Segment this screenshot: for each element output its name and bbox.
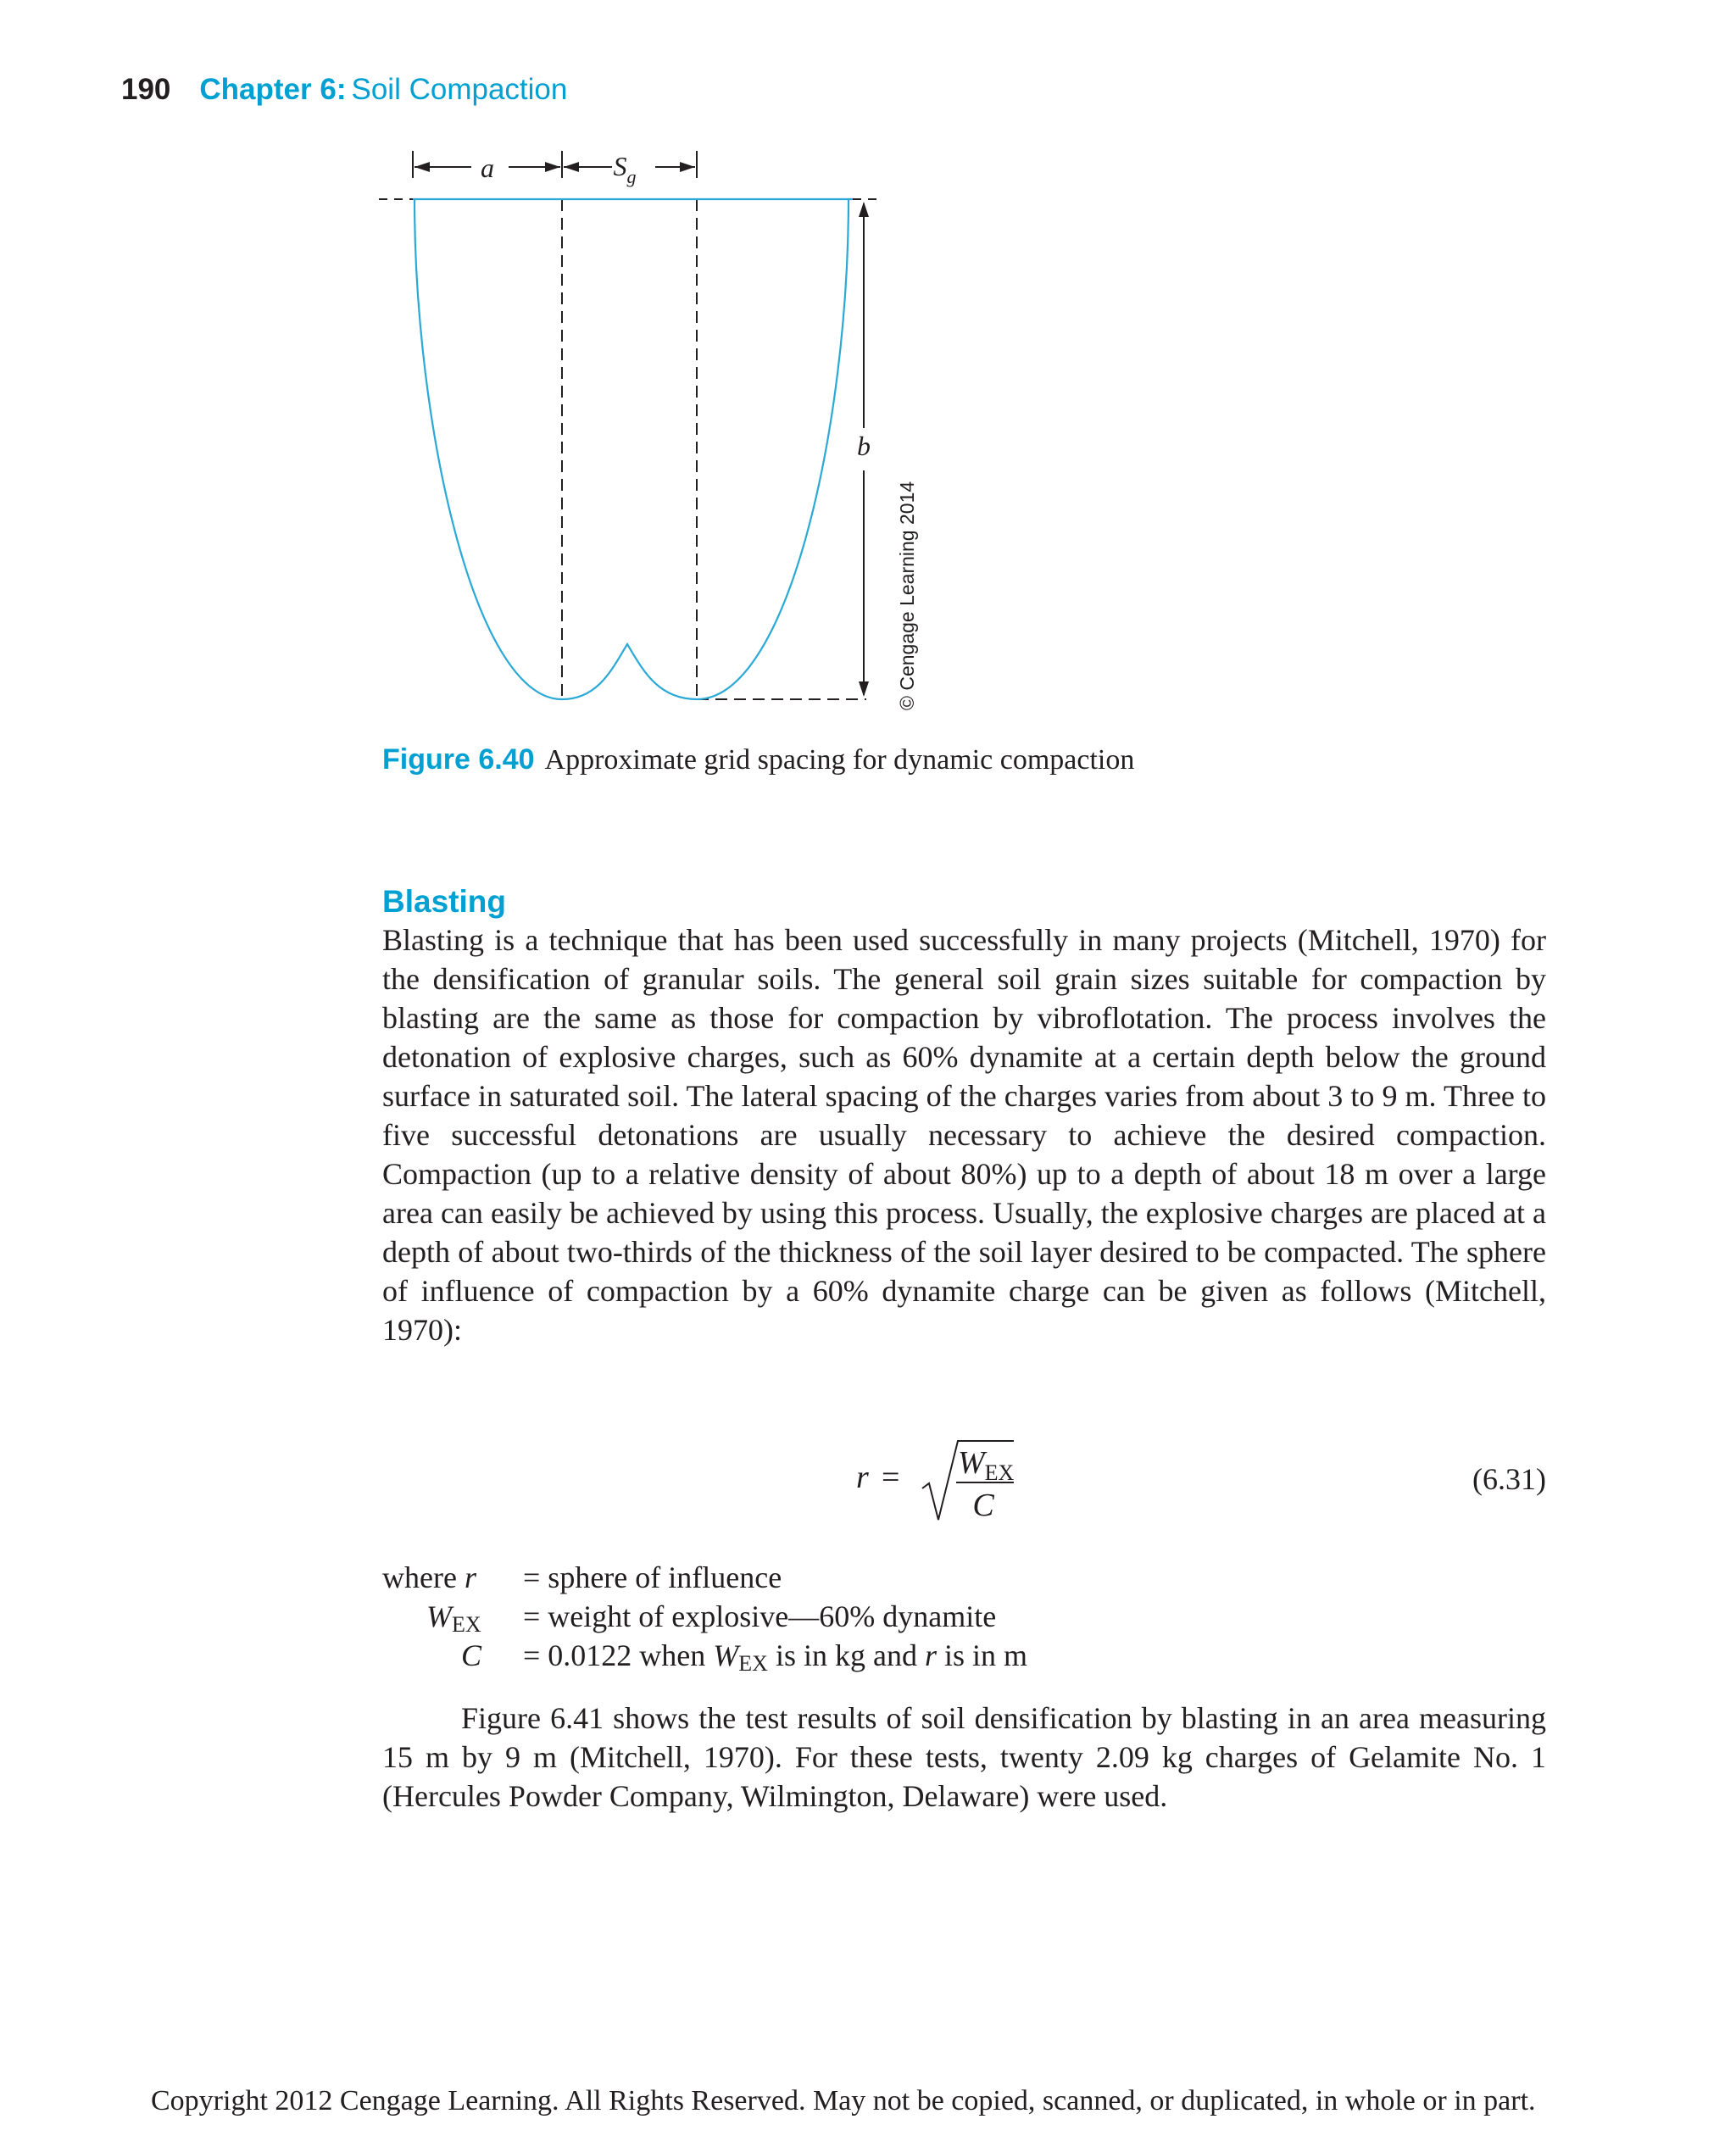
figure-caption-text: Approximate grid spacing for dynamic compaction xyxy=(544,744,1135,776)
arrowhead-a-right xyxy=(545,162,560,172)
arrowhead-b-top xyxy=(859,202,869,217)
page-number: 190 xyxy=(121,73,171,106)
label-sg: $S_g$ xyxy=(613,151,637,187)
equation-number: (6.31) xyxy=(1472,1462,1546,1496)
arrowhead-sg-left xyxy=(564,162,579,172)
figure-credit: © Cengage Learning 2014 xyxy=(896,481,918,710)
chapter-title: Soil Compaction xyxy=(351,73,568,106)
label-b: b xyxy=(857,431,871,461)
figure-caption xyxy=(382,743,1134,777)
equation-6-31 xyxy=(856,1432,1060,1526)
paragraph-blasting: Blasting is a technique that has been used successfully in many projects (Mitchell, 1970) for the densification of granular soils. The general soil grain sizes suitable for compaction by blasting are the same as those for compaction by vibroflotation. The process involves the detonation of explosive charges, such as 60% dynamite at a certain depth below the ground surface in saturated soil. The lateral spacing of the charges varies from about 3 to 9 m. Three to five successful detonations are usually necessary to achieve the desired compaction. Compaction (up to a relative density of about 80%) up to a depth of about 18 m over a large area can easily be achieved by using this process. Usually, the explosive charges are placed at a depth of about two-thirds of the thickness of the soil layer desired to be compacted. The sphere of influence of compaction by a 60% dynamite charge can be given as follows (Mitchell, 1970): xyxy=(382,923,1546,1347)
equation-equals: = xyxy=(882,1460,900,1495)
label-a: a xyxy=(481,153,494,183)
paragraph-figure-6-41: Figure 6.41 shows the test results of soil densification by blasting in an area measuring 15 m by 9 m (Mitchell, 1970). For these tests, twenty 2.09 kg charges of Gelamite No. 1 (Hercules Powder Company, Wilmington, Delaware) were used. xyxy=(382,1701,1546,1813)
equation-lhs: r xyxy=(856,1460,869,1495)
arrowhead-a-left xyxy=(415,162,430,172)
arrowhead-sg-right xyxy=(680,162,695,172)
equation-numerator: $W_{EX}$ xyxy=(958,1445,1015,1485)
equation-denominator: C xyxy=(972,1488,994,1523)
arrowhead-b-bottom xyxy=(859,681,869,697)
copyright-footer: Copyright 2012 Cengage Learning. All Rights Reserved. May not be copied, scanned, or duplicated, in whole or in part. xyxy=(151,2085,1536,2116)
section-heading: Blasting xyxy=(382,884,506,919)
influence-zone-curve xyxy=(415,199,849,699)
figure-caption-label: Figure 6.40 xyxy=(382,743,535,776)
chapter-label: Chapter 6: xyxy=(199,73,347,106)
figure-grid-spacing-diagram xyxy=(0,0,1736,763)
